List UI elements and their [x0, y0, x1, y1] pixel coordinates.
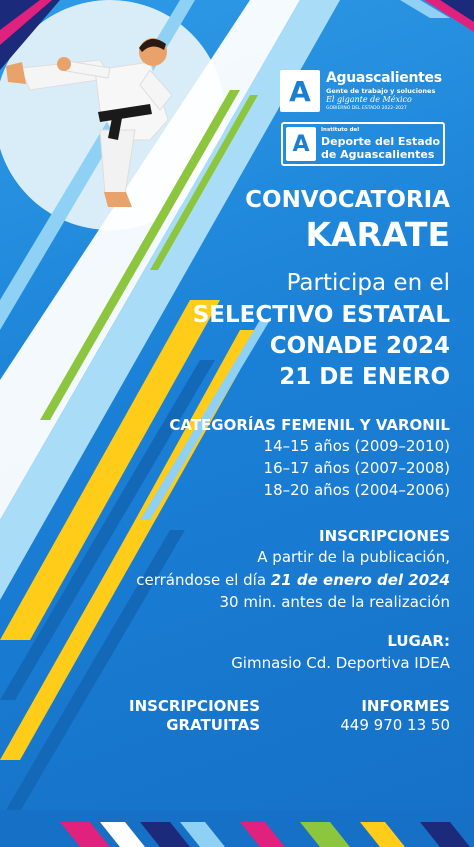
categories-title: CATEGORÍAS FEMENIL Y VARONIL — [169, 416, 450, 434]
institute-logo — [281, 122, 445, 166]
event-selectivo: SELECTIVO ESTATAL — [192, 302, 450, 328]
registration-line1: A partir de la publicación, — [257, 548, 450, 566]
registration-line2-prefix: cerrándose el día — [136, 571, 271, 589]
state-logo-mark: A — [280, 70, 320, 112]
state-tagline: Gente de trabajo y soluciones — [326, 87, 436, 95]
category-item: 18–20 años (2004–2006) — [263, 481, 450, 499]
free-registration-line1: INSCRIPCIONES — [128, 697, 260, 715]
category-item: 16–17 años (2007–2008) — [263, 459, 450, 477]
headline-convocatoria: CONVOCATORIA — [245, 187, 450, 213]
headline-karate: KARATE — [305, 215, 450, 254]
registration-title: INSCRIPCIONES — [318, 527, 450, 545]
state-name: Aguascalientes — [326, 70, 442, 86]
registration-deadline: 21 de enero del 2024 — [270, 571, 450, 589]
category-item: 14–15 años (2009–2010) — [263, 437, 450, 455]
info-phone: 449 970 13 50 — [340, 716, 450, 734]
venue-name: Gimnasio Cd. Deportiva IDEA — [231, 654, 450, 672]
registration-line3: 30 min. antes de la realización — [219, 593, 450, 611]
state-period: GOBIERNO DEL ESTADO 2022–2027 — [326, 106, 407, 111]
institute-top: Instituto del — [321, 127, 360, 133]
event-intro: Participa en el — [286, 270, 450, 296]
free-registration-line2: GRATUITAS — [166, 716, 260, 734]
state-logo — [280, 70, 450, 114]
event-date: 21 DE ENERO — [279, 364, 450, 390]
state-slogan: El gigante de México — [326, 95, 412, 104]
info-title: INFORMES — [361, 697, 450, 715]
event-conade: CONADE 2024 — [269, 333, 450, 359]
institute-logo-mark: A — [286, 127, 316, 161]
registration-line2 — [136, 571, 450, 589]
institute-line1: Deporte del Estado — [321, 135, 441, 148]
institute-line2: de Aguascalientes — [321, 148, 435, 161]
venue-title: LUGAR: — [387, 632, 450, 650]
